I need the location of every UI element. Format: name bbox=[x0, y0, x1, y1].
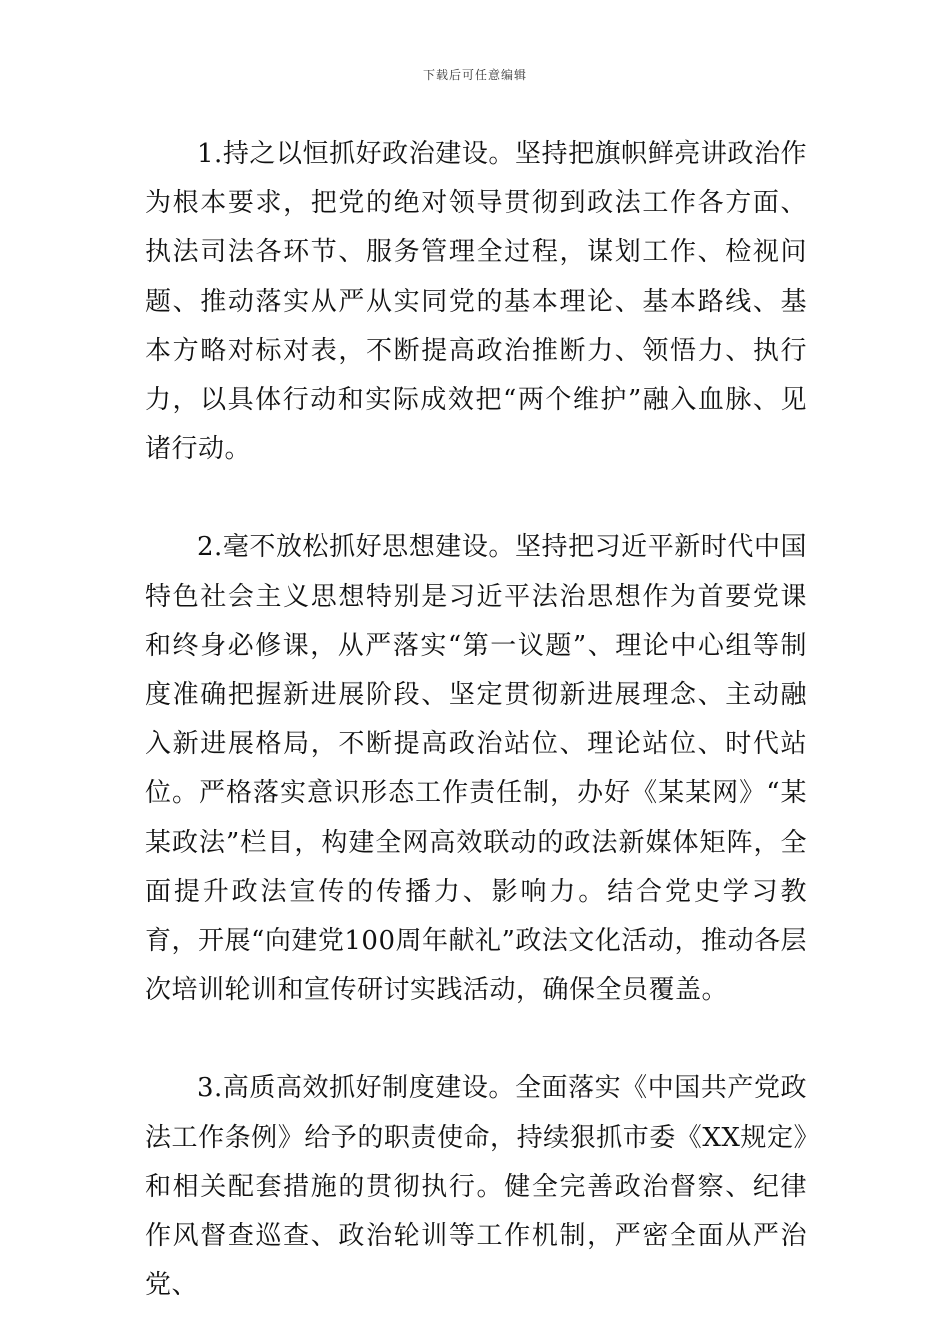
paragraph-political-construction: 1.持之以恒抓好政治建设。坚持把旗帜鲜亮讲政治作为根本要求，把党的绝对领导贯彻到政法工作各方面、执法司法各环节、服务管理全过程，谋划工作、检视问题、推动落实从严从实同党的基本理论、基本路线、基本方略对标对表，不断提高政治推断力、领悟力、执行力，以具体行动和实际成效把“两个维护”融入血脉、见诸行动。 bbox=[145, 139, 807, 465]
paragraph-institutional-construction: 3.高质高效抓好制度建设。全面落实《中国共产党政法工作条例》给予的职责使命，持续狠抓市委《XX规定》和相关配套措施的贯彻执行。健全完善政治督察、纪律作风督查巡查、政治轮训等工作机制，严密全面从严治党、 bbox=[145, 1073, 807, 1301]
paragraph-ideological-construction: 2.毫不放松抓好思想建设。坚持把习近平新时代中国特色社会主义思想特别是习近平法治思想作为首要党课和终身必修课，从严落实“第一议题”、理论中心组等制度准确把握新进展阶段、坚定贯彻新进展理念、主动融入新进展格局，不断提高政治站位、理论站位、时代站位。严格落实意识形态工作责任制，办好《某某网》“某某政法”栏目，构建全网高效联动的政法新媒体矩阵，全面提升政法宣传的传播力、影响力。结合党史学习教育，开展“向建党100周年献礼”政法文化活动，推动各层次培训轮训和宣传研讨实践活动，确保全员覆盖。 bbox=[145, 532, 807, 1006]
document-body bbox=[145, 130, 807, 1310]
header-note: 下载后可任意编辑 bbox=[422, 68, 527, 82]
